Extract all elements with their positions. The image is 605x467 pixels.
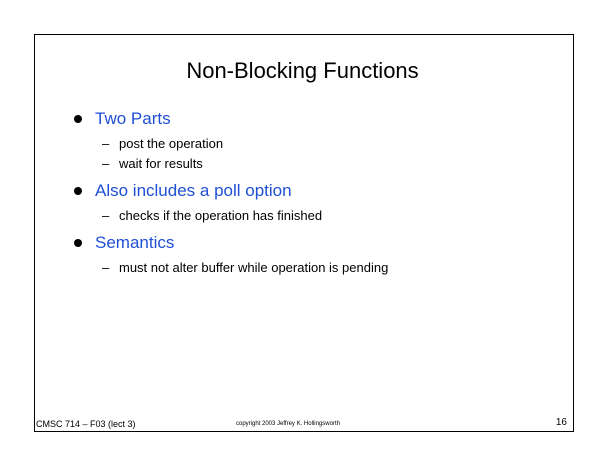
sub-text: wait for results [119,156,203,171]
sub-list [74,254,574,278]
sub-item [74,154,574,174]
bullet-text: Semantics [95,233,175,252]
bullet-text: Two Parts [95,109,171,128]
page-number: 16 [555,417,567,428]
slide-title: Non-Blocking Functions [186,58,419,83]
sub-text: post the operation [119,136,224,151]
bullet-dot-icon [74,115,82,123]
dash-icon: – [102,136,110,151]
dash-icon: – [102,208,110,223]
bullet-item [74,180,574,202]
bullet-dot-icon [74,239,82,247]
footer-course: CMSC 714 – F03 (lect 3) [36,419,136,429]
dash-icon: – [102,156,110,171]
bullet-text: Also includes a poll option [95,181,292,200]
sub-text: must not alter buffer while operation is pending [119,260,389,275]
bullet-dot-icon [74,187,82,195]
sub-list [74,130,574,174]
sub-item [74,258,574,278]
bullet-item [74,108,574,130]
sub-item [74,206,574,226]
footer-copyright: copyright 2003 Jeffrey K. Hollingsworth [236,421,340,427]
sub-list [74,202,574,226]
dash-icon: – [102,260,110,275]
sub-text: checks if the operation has finished [119,208,323,223]
bullet-item [74,232,574,254]
bullet-list [74,108,574,278]
sub-item [74,134,574,154]
